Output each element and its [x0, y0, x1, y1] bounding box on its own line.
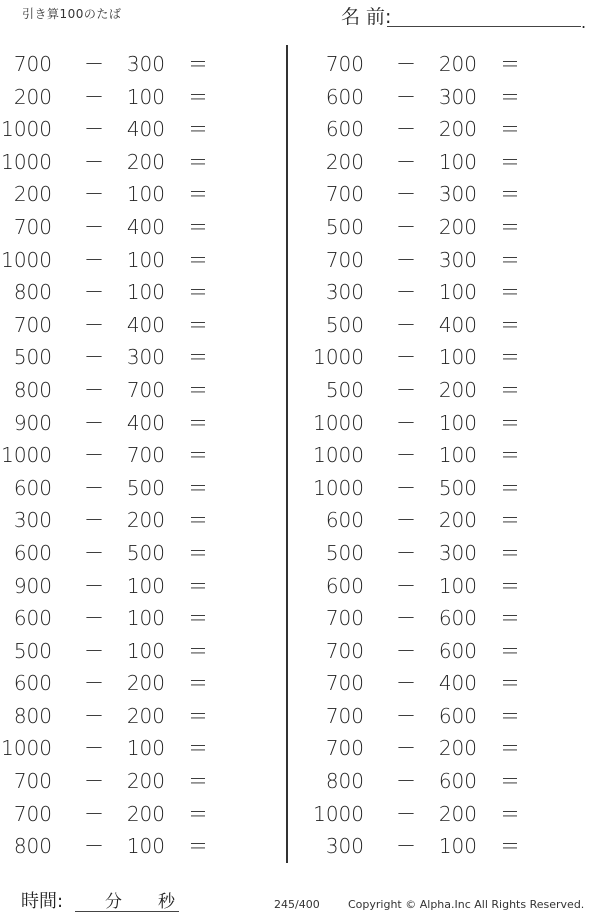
problem-row	[312, 732, 600, 765]
equals-sign: ＝	[500, 508, 520, 533]
minus-sign: －	[84, 638, 104, 663]
minuend: 800	[13, 280, 52, 305]
subtrahend: 100	[438, 834, 477, 859]
name-field[interactable]	[341, 6, 586, 32]
minus-sign: －	[84, 769, 104, 794]
minus-sign: －	[396, 345, 416, 370]
minus-sign: －	[84, 703, 104, 728]
minuend: 300	[325, 280, 364, 305]
problem-row	[312, 830, 600, 863]
subtrahend: 200	[126, 671, 165, 696]
worksheet-title: 引き算100のたば	[22, 7, 122, 21]
problem-row	[0, 81, 290, 114]
minuend: 200	[325, 149, 364, 174]
equals-sign: ＝	[188, 345, 208, 370]
equals-sign: ＝	[188, 247, 208, 272]
problem-row	[312, 276, 600, 309]
subtrahend: 100	[126, 834, 165, 859]
problem-row	[0, 732, 290, 765]
right-problem-column	[312, 48, 600, 863]
subtrahend: 300	[438, 182, 477, 207]
equals-sign: ＝	[188, 475, 208, 500]
subtrahend: 100	[438, 280, 477, 305]
minus-sign: －	[84, 573, 104, 598]
subtrahend: 500	[126, 475, 165, 500]
subtrahend: 100	[438, 345, 477, 370]
equals-sign: ＝	[500, 117, 520, 142]
problem-row	[0, 146, 290, 179]
problem-row	[312, 472, 600, 505]
subtrahend: 700	[126, 443, 165, 468]
problem-row	[312, 635, 600, 668]
equals-sign: ＝	[188, 149, 208, 174]
minus-sign: －	[396, 834, 416, 859]
subtrahend: 100	[126, 280, 165, 305]
problem-row	[312, 81, 600, 114]
minuend: 900	[13, 573, 52, 598]
minuend: 700	[325, 671, 364, 696]
problem-row	[312, 48, 600, 81]
problem-row	[312, 113, 600, 146]
equals-sign: ＝	[188, 52, 208, 76]
equals-sign: ＝	[500, 475, 520, 500]
minus-sign: －	[84, 117, 104, 142]
minus-sign: －	[396, 606, 416, 631]
equals-sign: ＝	[188, 573, 208, 598]
subtrahend: 600	[438, 606, 477, 631]
problem-row	[0, 178, 290, 211]
name-underline	[387, 26, 581, 27]
subtrahend: 700	[126, 377, 165, 402]
minus-sign: －	[396, 443, 416, 468]
subtrahend: 300	[438, 247, 477, 272]
minuend: 900	[13, 410, 52, 435]
minuend: 700	[325, 638, 364, 663]
equals-sign: ＝	[188, 377, 208, 402]
copyright-notice: Copyright © Alpha.Inc All Rights Reserved.	[348, 898, 585, 911]
equals-sign: ＝	[500, 606, 520, 631]
equals-sign: ＝	[500, 84, 520, 109]
minuend: 1000	[313, 443, 364, 468]
equals-sign: ＝	[188, 84, 208, 109]
equals-sign: ＝	[188, 769, 208, 794]
subtrahend: 100	[126, 638, 165, 663]
minuend: 700	[325, 736, 364, 761]
problem-row	[312, 439, 600, 472]
minus-sign: －	[396, 736, 416, 761]
subtrahend: 200	[438, 736, 477, 761]
problem-row	[0, 700, 290, 733]
equals-sign: ＝	[188, 182, 208, 207]
minus-sign: －	[84, 84, 104, 109]
equals-sign: ＝	[188, 443, 208, 468]
subtrahend: 200	[438, 117, 477, 142]
minuend: 700	[13, 801, 52, 826]
minuend: 700	[13, 769, 52, 794]
minuend: 1000	[1, 117, 52, 142]
equals-sign: ＝	[500, 280, 520, 305]
minuend: 800	[325, 769, 364, 794]
subtrahend: 400	[126, 214, 165, 239]
minuend: 500	[13, 638, 52, 663]
minus-sign: －	[396, 475, 416, 500]
name-label: 名 前:	[341, 6, 392, 28]
equals-sign: ＝	[500, 410, 520, 435]
minus-sign: －	[84, 377, 104, 402]
equals-sign: ＝	[500, 182, 520, 207]
minuend: 600	[325, 573, 364, 598]
minus-sign: －	[84, 52, 104, 76]
problem-row	[0, 765, 290, 798]
minuend: 600	[325, 84, 364, 109]
equals-sign: ＝	[188, 280, 208, 305]
minus-sign: －	[396, 377, 416, 402]
problem-row	[0, 667, 290, 700]
minus-sign: －	[396, 703, 416, 728]
time-field[interactable]	[21, 890, 181, 914]
problem-row	[0, 211, 290, 244]
subtrahend: 100	[126, 247, 165, 272]
subtrahend: 100	[126, 573, 165, 598]
minus-sign: －	[84, 834, 104, 859]
subtrahend: 400	[126, 410, 165, 435]
subtrahend: 600	[438, 769, 477, 794]
minus-sign: －	[84, 280, 104, 305]
minuend: 600	[13, 606, 52, 631]
subtrahend: 300	[126, 52, 165, 76]
problem-row	[312, 504, 600, 537]
equals-sign: ＝	[188, 117, 208, 142]
minus-sign: －	[84, 671, 104, 696]
minus-sign: －	[84, 736, 104, 761]
problem-row	[0, 341, 290, 374]
minus-sign: －	[396, 769, 416, 794]
minus-sign: －	[396, 280, 416, 305]
equals-sign: ＝	[188, 312, 208, 337]
equals-sign: ＝	[188, 703, 208, 728]
equals-sign: ＝	[188, 606, 208, 631]
problem-row	[0, 309, 290, 342]
equals-sign: ＝	[188, 508, 208, 533]
minuend: 600	[13, 540, 52, 565]
equals-sign: ＝	[500, 703, 520, 728]
problem-row	[0, 472, 290, 505]
subtrahend: 600	[438, 638, 477, 663]
problem-row	[312, 146, 600, 179]
minus-sign: －	[84, 312, 104, 337]
time-label: 時間:	[21, 891, 64, 912]
minuend: 700	[13, 214, 52, 239]
name-terminator: .	[581, 13, 587, 32]
problem-row	[312, 700, 600, 733]
minus-sign: －	[84, 508, 104, 533]
problem-row	[312, 244, 600, 277]
subtrahend: 200	[126, 703, 165, 728]
problem-row	[0, 276, 290, 309]
minuend: 200	[13, 182, 52, 207]
minuend: 700	[325, 52, 364, 76]
minuend: 700	[13, 312, 52, 337]
problem-row	[312, 602, 600, 635]
subtrahend: 200	[438, 214, 477, 239]
problem-row	[0, 244, 290, 277]
page-number: 245/400	[274, 898, 320, 911]
equals-sign: ＝	[500, 573, 520, 598]
subtrahend: 500	[438, 475, 477, 500]
minuend: 1000	[1, 247, 52, 272]
minuend: 700	[325, 182, 364, 207]
problem-row	[312, 407, 600, 440]
subtrahend: 100	[126, 606, 165, 631]
minus-sign: －	[84, 475, 104, 500]
minus-sign: －	[84, 149, 104, 174]
subtrahend: 400	[126, 117, 165, 142]
subtrahend: 200	[126, 508, 165, 533]
problem-row	[0, 798, 290, 831]
minuend: 600	[325, 508, 364, 533]
minuend: 300	[325, 834, 364, 859]
minus-sign: －	[396, 801, 416, 826]
problem-row	[0, 407, 290, 440]
minuend: 1000	[313, 410, 364, 435]
minuend: 600	[13, 671, 52, 696]
minus-sign: －	[84, 443, 104, 468]
subtrahend: 200	[126, 149, 165, 174]
subtrahend: 200	[438, 508, 477, 533]
subtrahend: 400	[126, 312, 165, 337]
minus-sign: －	[84, 801, 104, 826]
subtrahend: 200	[126, 769, 165, 794]
minus-sign: －	[396, 149, 416, 174]
minus-sign: －	[396, 508, 416, 533]
problem-row	[312, 667, 600, 700]
equals-sign: ＝	[188, 801, 208, 826]
minuend: 1000	[1, 149, 52, 174]
minuend: 200	[13, 84, 52, 109]
problem-row	[312, 765, 600, 798]
equals-sign: ＝	[188, 834, 208, 859]
minuend: 500	[13, 345, 52, 370]
equals-sign: ＝	[188, 410, 208, 435]
problem-row	[312, 537, 600, 570]
minuend: 800	[13, 834, 52, 859]
subtrahend: 400	[438, 312, 477, 337]
minutes-label: 分	[105, 892, 122, 912]
equals-sign: ＝	[500, 834, 520, 859]
minus-sign: －	[84, 345, 104, 370]
minus-sign: －	[396, 410, 416, 435]
minus-sign: －	[396, 52, 416, 76]
subtrahend: 100	[126, 182, 165, 207]
minuend: 1000	[1, 443, 52, 468]
equals-sign: ＝	[500, 671, 520, 696]
problem-row	[312, 309, 600, 342]
minus-sign: －	[396, 117, 416, 142]
problem-row	[312, 374, 600, 407]
equals-sign: ＝	[500, 214, 520, 239]
subtrahend: 200	[438, 377, 477, 402]
minuend: 800	[13, 703, 52, 728]
minuend: 500	[325, 312, 364, 337]
problem-row	[0, 48, 290, 81]
subtrahend: 100	[438, 443, 477, 468]
equals-sign: ＝	[500, 247, 520, 272]
problem-row	[0, 830, 290, 863]
subtrahend: 300	[438, 84, 477, 109]
subtrahend: 100	[438, 149, 477, 174]
minuend: 700	[325, 247, 364, 272]
subtrahend: 200	[438, 52, 477, 76]
subtrahend: 500	[126, 540, 165, 565]
equals-sign: ＝	[500, 638, 520, 663]
subtrahend: 200	[126, 801, 165, 826]
problem-row	[0, 374, 290, 407]
minuend: 700	[325, 606, 364, 631]
problem-row	[0, 602, 290, 635]
subtrahend: 300	[438, 540, 477, 565]
problem-row	[0, 635, 290, 668]
problem-row	[312, 570, 600, 603]
equals-sign: ＝	[500, 540, 520, 565]
minus-sign: －	[84, 214, 104, 239]
minuend: 1000	[313, 345, 364, 370]
minus-sign: －	[84, 540, 104, 565]
problem-row	[0, 439, 290, 472]
minus-sign: －	[396, 214, 416, 239]
problem-row	[0, 113, 290, 146]
minuend: 1000	[313, 801, 364, 826]
equals-sign: ＝	[188, 736, 208, 761]
minus-sign: －	[396, 638, 416, 663]
minuend: 800	[13, 377, 52, 402]
equals-sign: ＝	[500, 312, 520, 337]
minuend: 1000	[1, 736, 52, 761]
problem-row	[0, 504, 290, 537]
minuend: 1000	[313, 475, 364, 500]
minuend: 500	[325, 540, 364, 565]
minuend: 600	[325, 117, 364, 142]
equals-sign: ＝	[188, 214, 208, 239]
subtrahend: 100	[126, 84, 165, 109]
minus-sign: －	[84, 606, 104, 631]
equals-sign: ＝	[188, 540, 208, 565]
problem-row	[0, 537, 290, 570]
minuend: 500	[325, 214, 364, 239]
subtrahend: 400	[438, 671, 477, 696]
minus-sign: －	[396, 312, 416, 337]
problem-row	[312, 798, 600, 831]
minuend: 500	[325, 377, 364, 402]
equals-sign: ＝	[500, 801, 520, 826]
minus-sign: －	[396, 573, 416, 598]
minuend: 700	[13, 52, 52, 76]
minus-sign: －	[84, 182, 104, 207]
minuend: 700	[325, 703, 364, 728]
minus-sign: －	[396, 247, 416, 272]
subtrahend: 300	[126, 345, 165, 370]
subtrahend: 100	[126, 736, 165, 761]
minuend: 600	[13, 475, 52, 500]
minus-sign: －	[396, 540, 416, 565]
minus-sign: －	[84, 247, 104, 272]
minus-sign: －	[396, 671, 416, 696]
problem-row	[312, 178, 600, 211]
equals-sign: ＝	[188, 671, 208, 696]
seconds-label: 秒	[158, 892, 175, 912]
problem-row	[312, 211, 600, 244]
equals-sign: ＝	[500, 736, 520, 761]
equals-sign: ＝	[500, 443, 520, 468]
equals-sign: ＝	[188, 638, 208, 663]
minus-sign: －	[84, 410, 104, 435]
equals-sign: ＝	[500, 149, 520, 174]
minus-sign: －	[396, 84, 416, 109]
subtrahend: 600	[438, 703, 477, 728]
equals-sign: ＝	[500, 769, 520, 794]
problem-row	[0, 570, 290, 603]
left-problem-column	[0, 48, 290, 863]
equals-sign: ＝	[500, 377, 520, 402]
minuend: 300	[13, 508, 52, 533]
equals-sign: ＝	[500, 345, 520, 370]
equals-sign: ＝	[500, 52, 520, 76]
subtrahend: 200	[438, 801, 477, 826]
subtrahend: 100	[438, 410, 477, 435]
problem-row	[312, 341, 600, 374]
minus-sign: －	[396, 182, 416, 207]
subtrahend: 100	[438, 573, 477, 598]
